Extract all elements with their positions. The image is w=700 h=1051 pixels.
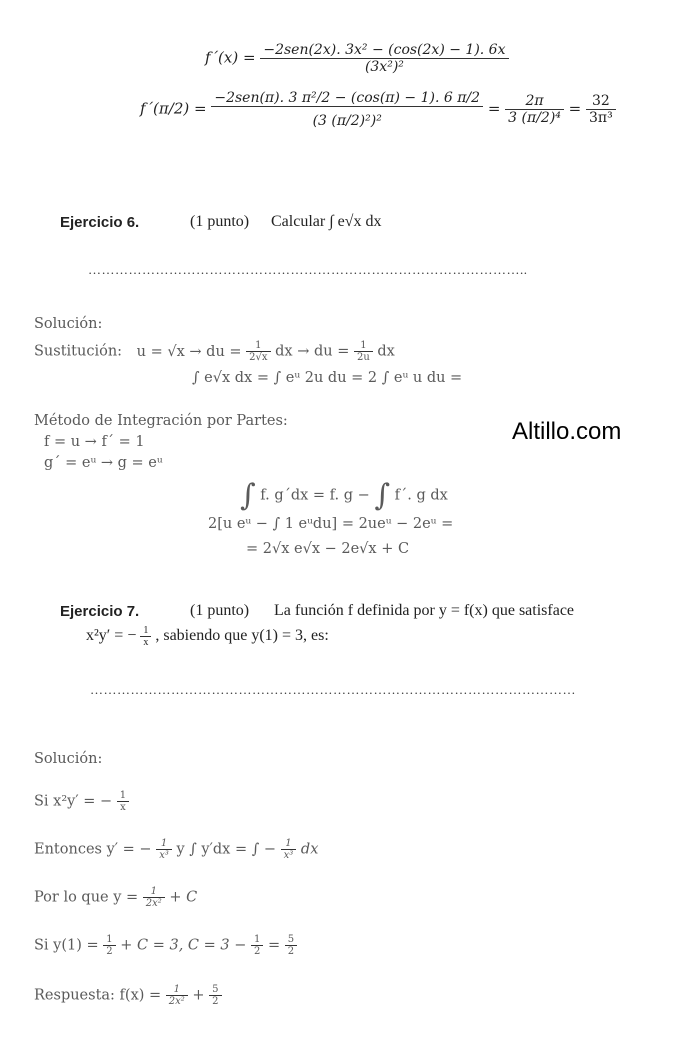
fpi-r1-num: 2π (525, 93, 544, 109)
ej6-int-line: ∫ e√x dx = ∫ eᵘ 2u du = 2 ∫ eᵘ u du = (192, 370, 463, 386)
ej6-metodo: Método de Integración por Partes: (34, 413, 288, 429)
si2-num3: 5 (287, 934, 295, 945)
si2-den2: 2 (251, 945, 263, 957)
si2-eq: = (267, 937, 281, 954)
fpi-fraction (211, 90, 483, 129)
porlo-pre: Por lo que y = (34, 889, 139, 906)
fpi-r1 (505, 93, 564, 126)
ej7-st2-post: , sabiendo que y(1) = 3, es: (155, 627, 329, 645)
entonces-num1: 1 (160, 838, 168, 849)
fprime-den: (3x²)² (260, 58, 508, 75)
porlo-num: 1 (150, 886, 157, 897)
si-pre: Si x²y′ = − (34, 793, 113, 810)
sust-f1 (246, 340, 270, 363)
porlo-den: 2x² (143, 897, 165, 909)
ej7-si2 (34, 934, 297, 957)
altillo-logo: Altillo.com (512, 418, 622, 445)
si2-frac2 (251, 934, 263, 957)
ej7-porlo (34, 886, 197, 909)
fpi-lhs: f´(π/2) = (140, 99, 207, 118)
ej6-answer-line: …………………………………………………………………………………….. (88, 262, 528, 277)
entonces-frac1 (156, 838, 172, 861)
ej7-st2-den: x (140, 636, 151, 648)
sust-f2 (354, 340, 373, 363)
ej7-st2-pre: x²y′ = − (86, 627, 137, 645)
ej7-statement2 (86, 625, 329, 648)
fpi-num: −2sen(π). 3 π²/2 − (cos(π) − 1). 6 π/2 (214, 90, 481, 106)
si-den: x (117, 801, 129, 813)
ej6-solucion-label: Solución: (34, 316, 103, 332)
fpi-r1-den: 3 (π/2)⁴ (505, 109, 564, 126)
si2-num2: 1 (254, 934, 261, 945)
ej6-points: (1 punto) (190, 213, 250, 230)
entonces-den1: x³ (156, 849, 172, 861)
sust-f2-num: 1 (360, 340, 367, 351)
ej6-line3: = 2√x e√x − 2e√x + C (246, 541, 410, 557)
sust-mid: dx → du = (275, 343, 350, 360)
sust-eq: u = √x → du = (136, 343, 242, 360)
ej7-entonces (34, 838, 318, 861)
fprime-formula (205, 42, 509, 75)
sust-f1-den: 2√x (246, 351, 270, 363)
fpi-den: (3 (π/2)²)² (211, 106, 483, 129)
ej7-si (34, 790, 129, 813)
resp-plus: + (192, 987, 205, 1004)
partes-end: f´. g dx (394, 487, 448, 504)
ej7-answer-line: ……………………………………………………………………………………………… (90, 682, 576, 697)
si-frac (117, 790, 129, 813)
resp-frac1 (166, 984, 188, 1007)
entonces-den2: x³ (281, 849, 297, 861)
si2-frac1 (103, 934, 115, 957)
fpi-r2 (586, 93, 616, 126)
sust-label: Sustitución: (34, 343, 123, 360)
porlo-frac (143, 886, 165, 909)
fpi-formula: f´(π/2) = $\frac{\text{−2sen(π). 3 π²/2 − (cos(π) − 1). 6 π/2}}{\text{(3 (π/2)²)²}}$ = $\frac{2\pi}{\text{3 (π/2)⁴}}$ = $\frac{32}{\text{3π³}}$ (140, 90, 616, 129)
ej6-title: Ejercicio 6. (60, 214, 140, 231)
partes-formula: f. g´dx = f. g − (260, 487, 370, 504)
resp-num1: 1 (173, 984, 180, 995)
ej7-respuesta (34, 984, 222, 1007)
si2-pre: Si y(1) = (34, 937, 99, 954)
resp-den1: 2x² (166, 995, 188, 1007)
fprime-num: −2sen(2x). 3x² − (cos(2x) − 1). 6x (263, 42, 506, 58)
si2-den3: 2 (285, 945, 297, 957)
fpi-r2-num: 32 (591, 93, 610, 109)
ej6-line2: 2[u eᵘ − ∫ 1 eᵘdu] = 2ueᵘ − 2eᵘ = (208, 516, 454, 532)
integral-sign-icon: ∫ (240, 478, 256, 513)
ej7-statement: La función f definida por y = f(x) que satisface (274, 602, 575, 619)
si-num: 1 (119, 790, 127, 801)
entonces-pre: Entonces y′ = − (34, 841, 152, 858)
resp-den2: 2 (209, 995, 221, 1007)
sust-f2-den: 2u (354, 351, 373, 363)
ej7-points: (1 punto) (190, 602, 250, 619)
fpi-r2-den: 3π³ (586, 109, 616, 126)
resp-pre: Respuesta: f(x) = (34, 987, 162, 1004)
sust-f1-num: 1 (255, 340, 262, 351)
si2-frac3 (285, 934, 297, 957)
ej6-fu: f = u → f´ = 1 (44, 434, 145, 450)
resp-frac2 (209, 984, 221, 1007)
si2-den1: 2 (103, 945, 115, 957)
fprime-fraction (260, 42, 508, 75)
ej6-statement: Calcular ∫ e√x dx (271, 213, 382, 230)
si2-mid: + C = 3, C = 3 − (120, 937, 247, 954)
porlo-end: + C (169, 889, 198, 906)
ej7-title: Ejercicio 7. (60, 603, 140, 620)
entonces-mid: y ∫ y′dx = ∫ − (176, 841, 277, 858)
integral-sign-icon: ∫ (374, 478, 391, 513)
ej7-st2-frac (140, 625, 151, 648)
entonces-end: dx (300, 841, 319, 858)
ej7-st2-num: 1 (143, 625, 149, 636)
entonces-frac2 (281, 838, 297, 861)
entonces-num2: 1 (285, 838, 292, 849)
ej6-gu: g´ = eᵘ → g = eᵘ (44, 455, 163, 471)
resp-num2: 5 (212, 984, 219, 995)
ej7-solucion-label: Solución: (34, 751, 103, 767)
si2-num1: 1 (106, 934, 113, 945)
sust-end: dx (377, 343, 395, 360)
ej6-partes (240, 478, 448, 513)
ej6-sustitucion (34, 340, 395, 363)
fprime-lhs: f´(x) = (205, 48, 256, 67)
